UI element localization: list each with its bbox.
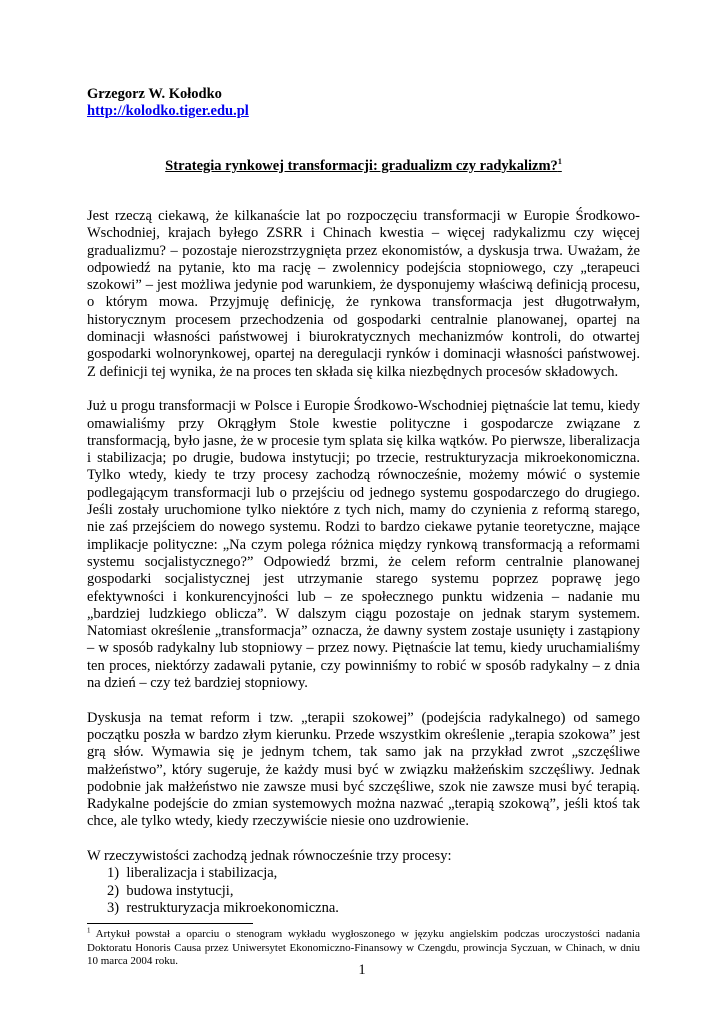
paragraph-3: Dyskusja na temat reform i tzw. „terapii szokowej” (podejścia radykalnego) od samego początku poszła w bardzo złym kierunku. Przede wszystkim określenie „terapia szokowa” jest grą słów. Wymawia się je jednym tchem, tak samo jak na przykład zwrot „szczęśliwe małżeństwo”, który sugeruje, że każdy musi być w związku małżeńskim szczęśliwy. Jednak podobnie jak małżeństwo nie zawsze musi być szczęśliwe, szok nie zawsze musi być terapią. Radykalne podejście do zmian systemowych można nazwać „terapią szokową”, jeśli ktoś tak chce, ale tylko wtedy, kiedy rzeczywiście niesie ono uzdrowienie.: [87, 709, 640, 830]
paragraph-4: W rzeczywistości zachodzą jednak równocześnie trzy procesy:: [87, 847, 452, 864]
paragraph-1: Jest rzeczą ciekawą, że kilkanaście lat po rozpoczęciu transformacji w Europie Środkowo-Wschodniej, krajach byłego ZSRR i Chinach kwestia – więcej radykalizmu czy więcej gradualizmu? – pozostaje nierozstrzygnięta przez ekonomistów, a dyskusja trwa. Uważam, że odpowiedź na pytanie, kto ma rację – zwolennicy podejścia stopniowego, czy „terapeuci szokowi” – jest możliwa jedynie pod warunkiem, że dysponujemy właściwą definicją procesu, o którym mowa. Przyjmuję definicję, że rynkowa transformacja jest długotrwałym, historycznym procesem przechodzenia od gospodarki centralnie planowanej, opartej na dominacji własności państwowej i biurokratycznych mechanizmów kontroli, do otwartej gospodarki wolnorynkowej, opartej na deregulacji rynków i dominacji własności państwowej. Z definicji tej wynika, że na proces ten składa się kilka niezbędnych procesów składowych.: [87, 208, 640, 380]
page-number: 1: [358, 962, 366, 978]
process-list: [87, 865, 640, 917]
document-page: [87, 86, 640, 969]
list-item: 1) liberalizacja i stabilizacja,: [107, 865, 278, 882]
footnote-text: Artykuł powstał a oparciu o stenogram wykładu wygłoszonego w języku angielskim podczas uroczystości nadania Doktoratu Honoris Causa przez Uniwersytet Ekonomiczno-Finansowy w Czengdu, prowincja Syczuan, w Chinach, w dniu 10 marca 2004 roku.: [87, 928, 640, 968]
author-name: Grzegorz W. Kołodko: [87, 86, 222, 102]
footnote-divider: [87, 923, 253, 924]
author-url-link[interactable]: http://kolodko.tiger.edu.pl: [87, 103, 249, 119]
list-item: 2) budowa instytucji,: [107, 882, 234, 899]
footnote-marker: 1: [87, 926, 91, 935]
list-item: 3) restrukturyzacja mikroekonomiczna.: [107, 899, 339, 916]
title-footnote-ref[interactable]: 1: [557, 157, 562, 167]
article-title-text: Strategia rynkowej transformacji: gradualizm czy radykalizm?: [165, 158, 558, 174]
paragraph-2: Już u progu transformacji w Polsce i Europie Środkowo-Wschodniej piętnaście lat temu, kiedy omawialiśmy przy Okrągłym Stole kwestie polityczne i gospodarcze związane z transformacją, było jasne, że w procesie tym splata się kilka wątków. Po pierwsze, liberalizacja i stabilizacja; po drugie, budowa instytucji; po trzecie, restrukturyzacja mikroekonomiczna. Tylko wtedy, kiedy te trzy procesy zachodzą równocześnie, możemy mówić o systemie podlegającym transformacji lub o przejściu od jednego systemu gospodarczego do drugiego. Jeśli zostały uruchomione tylko niektóre z tych nich, mamy do czynienia z reformą starego, nie zaś przejściem do nowego systemu. Rodzi to bardzo ciekawe pytanie teoretyczne, mające implikacje polityczne: „Na czym polega różnica między rynkową transformacją a reformami systemu socjalistycznego?” Odpowiedź brzmi, że celem reform centralnie planowanej gospodarki socjalistycznej jest utrzymanie starego systemu poprzez poprawę jego efektywności i konkurencyjności lub – ze społecznego punktu widzenia – nadanie mu „bardziej ludzkiego oblicza”. W dalszym ciągu pozostaje on jednak starym systemem. Natomiast określenie „transformacja” oznacza, że dawny system zostaje usunięty i zastąpiony – w sposób radykalny lub stopniowy – przez nowy. Piętnaście lat temu, kiedy uruchamialiśmy ten proces, niektórzy zadawali pytanie, czy powinniśmy to robić w sposób radykalny – z dnia na dzień – czy też bardziej stopniowy.: [87, 398, 640, 692]
article-title: [87, 158, 640, 175]
